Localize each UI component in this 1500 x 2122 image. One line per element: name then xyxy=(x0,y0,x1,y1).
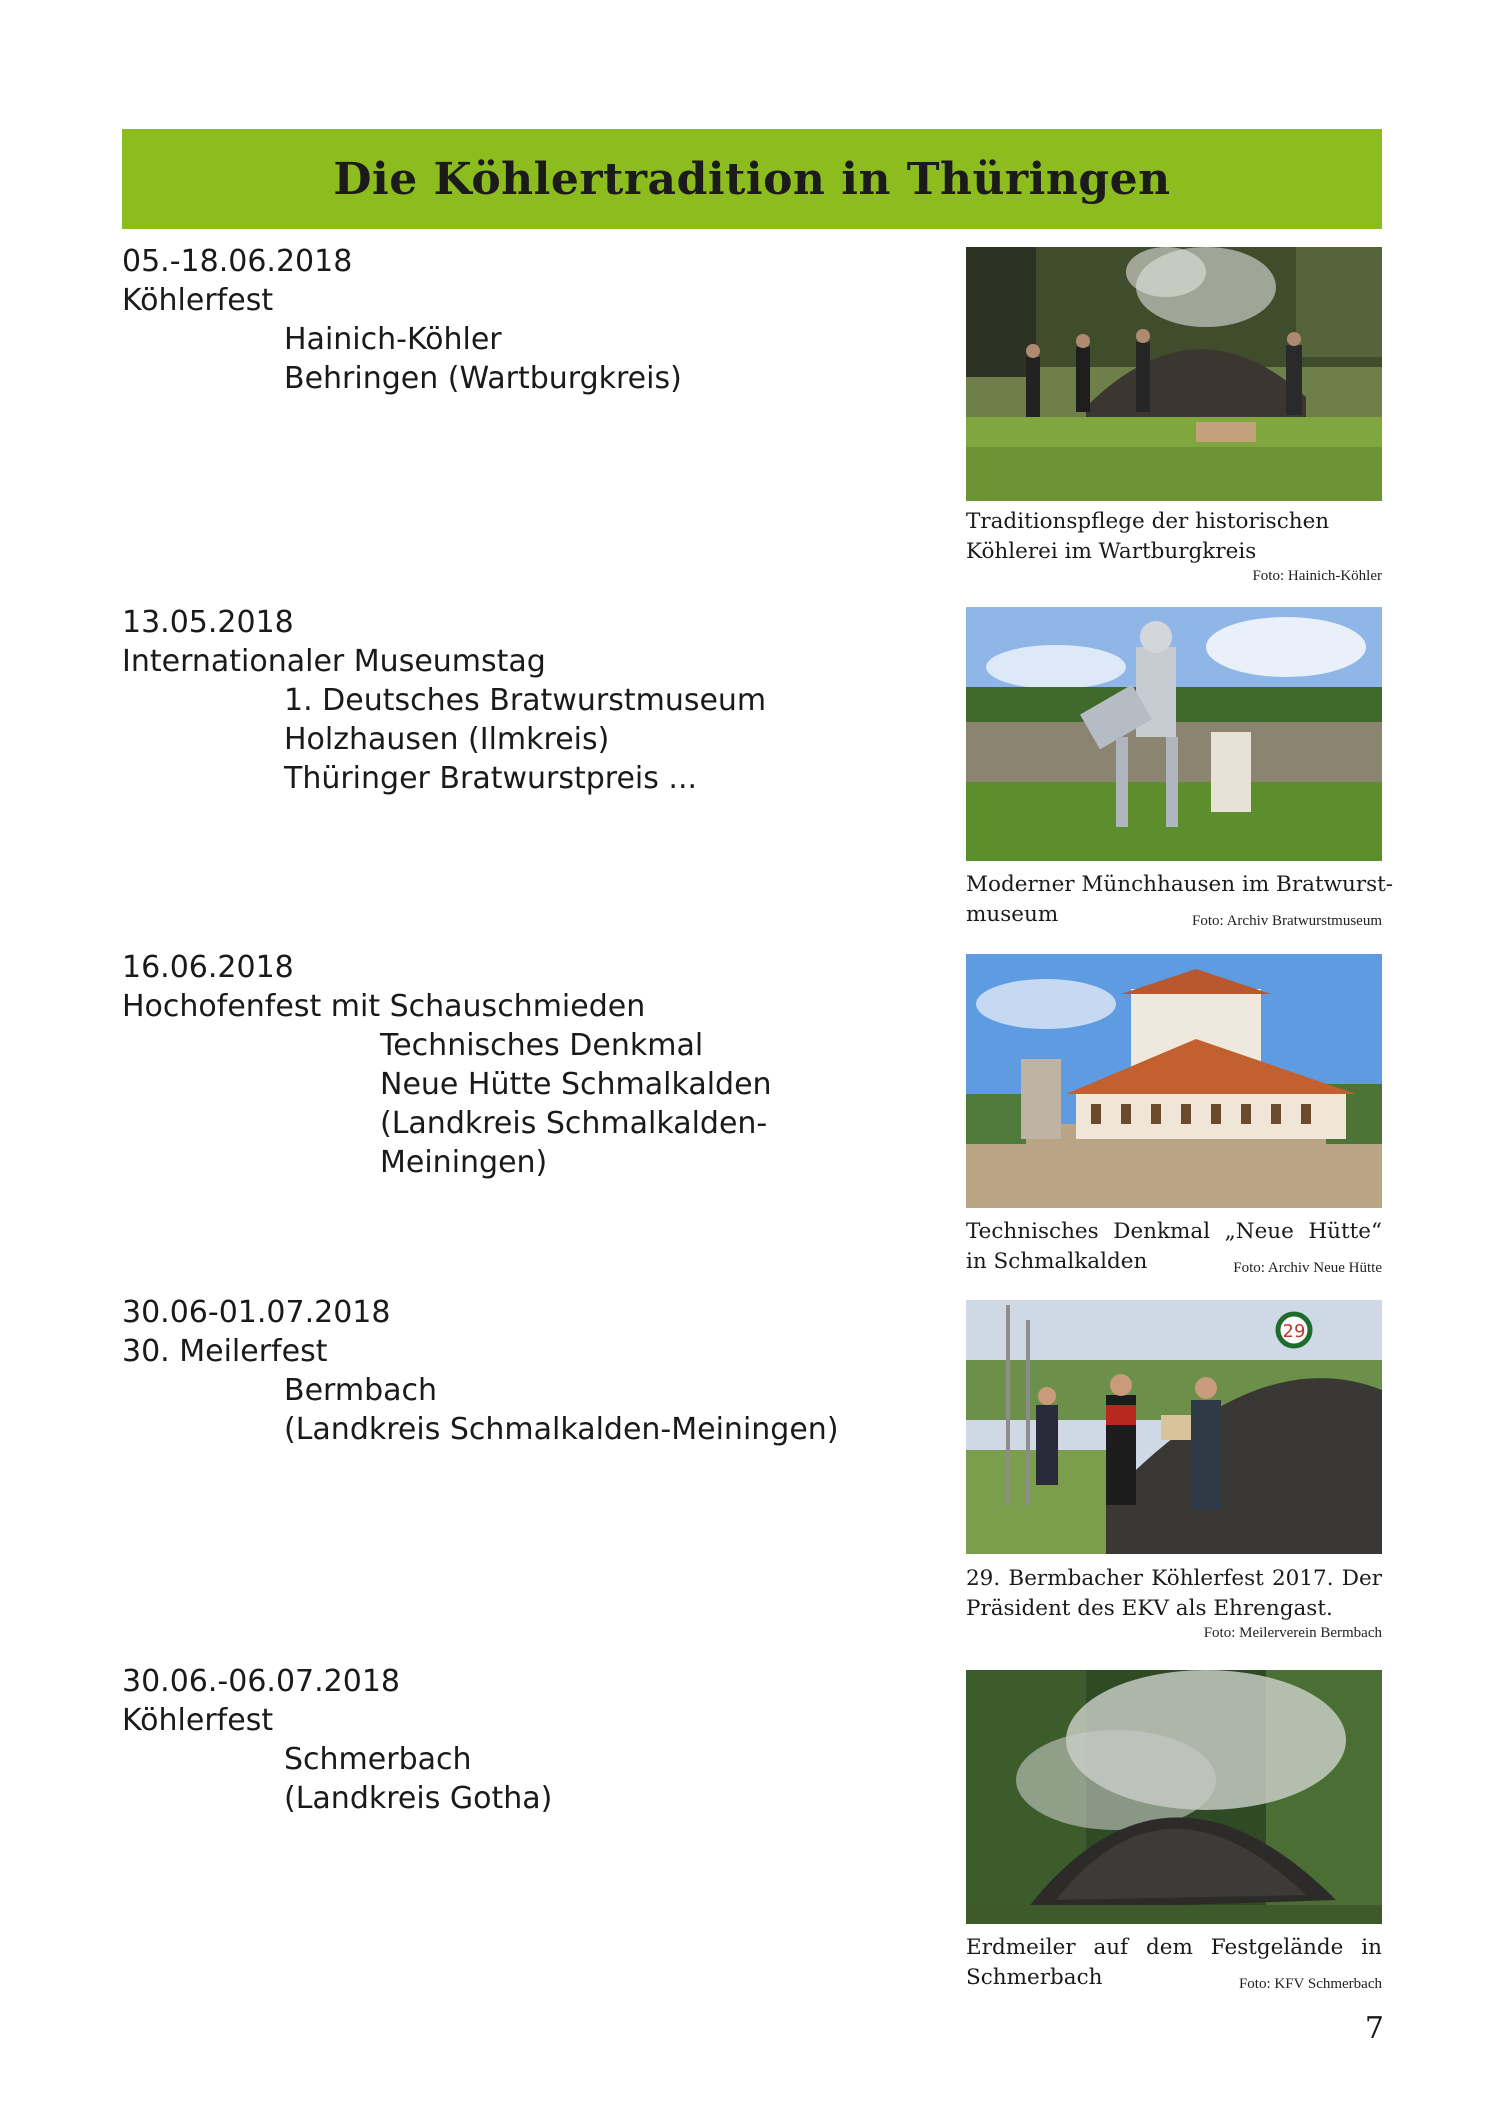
caption-line: museum xyxy=(966,902,1059,927)
event-detail: 1. Deutsches Bratwurstmuseum xyxy=(284,683,767,718)
event-date: 05.-18.06.2018 xyxy=(122,244,353,279)
event-name: Hochofenfest mit Schauschmieden xyxy=(122,989,646,1024)
caption-line-with-credit xyxy=(966,1963,1382,1993)
event-detail: (Landkreis Gotha) xyxy=(284,1781,553,1816)
photo-bermbach-ceremony xyxy=(966,1300,1382,1554)
caption-line: Köhlerei im Wartburgkreis xyxy=(966,539,1257,564)
event-detail: Behringen (Wartburgkreis) xyxy=(284,361,682,396)
event-date: 30.06-01.07.2018 xyxy=(122,1295,391,1330)
caption-1 xyxy=(966,507,1382,585)
event-detail: Hainich-Köhler xyxy=(284,322,502,357)
photo-neue-huette-image xyxy=(966,954,1382,1208)
event-3 xyxy=(122,948,922,1182)
caption-line: 29. Bermbacher Köhlerfest 2017. Der xyxy=(966,1566,1382,1591)
photo-erdmeiler xyxy=(966,1670,1382,1924)
event-detail: Bermbach xyxy=(284,1373,438,1408)
event-detail: Schmerbach xyxy=(284,1742,472,1777)
photo-neue-huette xyxy=(966,954,1382,1208)
event-detail: Meiningen) xyxy=(380,1145,548,1180)
event-name: 30. Meilerfest xyxy=(122,1334,328,1369)
caption-line: Erdmeiler auf dem Festgelände in xyxy=(966,1935,1382,1960)
caption-line: Moderner Münchhausen im Bratwurst- xyxy=(966,872,1394,897)
event-1 xyxy=(122,242,922,398)
photo-credit: Foto: Meilerverein Bermbach xyxy=(1203,1625,1382,1641)
event-detail: (Landkreis Schmalkalden-Meiningen) xyxy=(284,1412,839,1447)
caption-5 xyxy=(966,1933,1382,1999)
photo-muenchhausen-sculpture xyxy=(966,607,1382,861)
event-date: 16.06.2018 xyxy=(122,950,294,985)
photo-muenchhausen-sculpture-image xyxy=(966,607,1382,861)
photo-credit: Foto: Hainich-Köhler xyxy=(1252,568,1382,584)
event-5 xyxy=(122,1662,922,1818)
event-name: Köhlerfest xyxy=(122,1703,274,1738)
event-2 xyxy=(122,603,922,798)
sign-number: 29 xyxy=(1282,1321,1306,1342)
event-date: 13.05.2018 xyxy=(122,605,294,640)
caption-line: Schmerbach xyxy=(966,1965,1103,1990)
event-detail: Neue Hütte Schmalkalden xyxy=(380,1067,772,1102)
photo-charcoal-burners-image xyxy=(966,247,1382,501)
photo-credit: Foto: Archiv Bratwurstmuseum xyxy=(1192,913,1382,929)
caption-line: Technisches Denkmal „Neue Hütte“ xyxy=(966,1219,1382,1244)
photo-credit: Foto: Archiv Neue Hütte xyxy=(1233,1260,1382,1276)
event-date: 30.06.-06.07.2018 xyxy=(122,1664,401,1699)
photo-erdmeiler-image xyxy=(966,1670,1382,1924)
caption-line-with-credit xyxy=(966,1247,1382,1277)
event-detail: Thüringer Bratwurstpreis ... xyxy=(284,761,698,796)
photo-credit: Foto: KFV Schmerbach xyxy=(1238,1976,1382,1992)
caption-line: in Schmalkalden xyxy=(966,1249,1148,1274)
photo-bermbach-ceremony-image xyxy=(966,1300,1382,1554)
event-name: Köhlerfest xyxy=(122,283,274,318)
photo-charcoal-burners xyxy=(966,247,1382,501)
caption-4 xyxy=(966,1564,1382,1642)
page-number: 7 xyxy=(1364,2011,1384,2046)
caption-line-with-credit xyxy=(966,900,1382,930)
page-title: Die Köhlertradition in Thüringen xyxy=(333,153,1171,205)
caption-3 xyxy=(966,1217,1382,1283)
caption-line: Präsident des EKV als Ehrengast. xyxy=(966,1596,1333,1621)
event-detail: (Landkreis Schmalkalden- xyxy=(380,1106,768,1141)
event-detail: Technisches Denkmal xyxy=(380,1028,704,1063)
caption-line: Traditionspflege der historischen xyxy=(966,509,1330,534)
event-4 xyxy=(122,1293,922,1449)
event-detail: Holzhausen (Ilmkreis) xyxy=(284,722,610,757)
event-name: Internationaler Museumstag xyxy=(122,644,546,679)
title-banner xyxy=(122,129,1382,229)
caption-2 xyxy=(966,870,1394,936)
